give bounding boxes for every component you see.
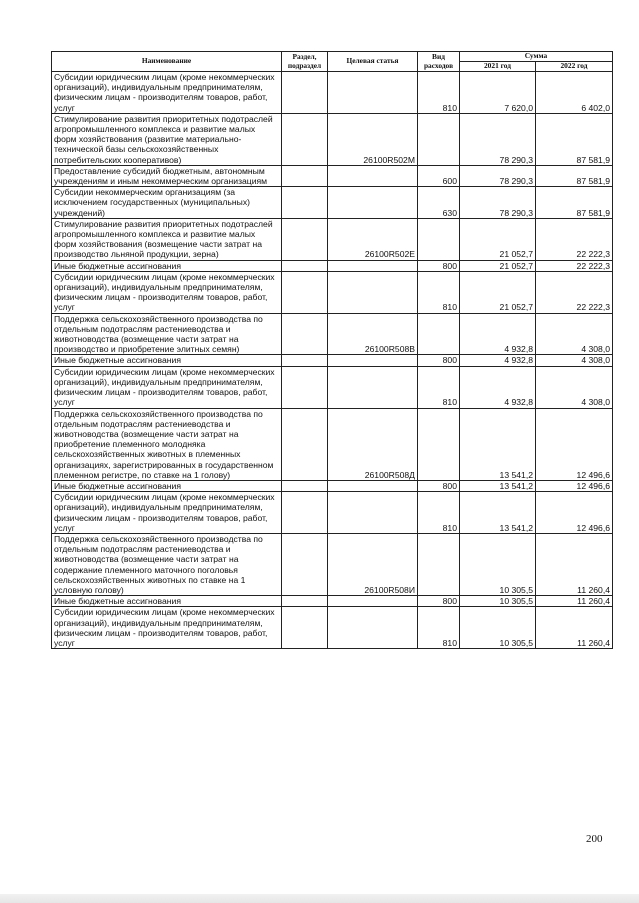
header-2021: 2021 год bbox=[460, 62, 536, 72]
table-row bbox=[52, 355, 613, 366]
header-2022: 2022 год bbox=[536, 62, 613, 72]
row-section bbox=[282, 218, 328, 260]
row-section bbox=[282, 533, 328, 595]
row-sum-2021: 10 305,5 bbox=[460, 596, 536, 607]
row-section bbox=[282, 408, 328, 480]
row-name: Стимулирование развития приоритетных подотраслей агропромышленного комплекса и развитие малых форм хозяйствования (развитие материально-технической базы сельскохозяйственных потребительских кооперативов) bbox=[52, 113, 282, 165]
row-type bbox=[418, 313, 460, 355]
row-section bbox=[282, 187, 328, 219]
row-target bbox=[328, 355, 418, 366]
row-type bbox=[418, 113, 460, 165]
row-target: 26100R502E bbox=[328, 218, 418, 260]
page-number: 200 bbox=[586, 833, 603, 845]
row-target bbox=[328, 480, 418, 491]
row-sum-2022: 22 222,3 bbox=[536, 218, 613, 260]
row-name: Субсидии юридическим лицам (кроме некоммерческих организаций), индивидуальным предпринимателям, физическим лицам - производителям товаров, работ, услуг bbox=[52, 492, 282, 534]
row-section bbox=[282, 355, 328, 366]
row-sum-2021: 4 932,8 bbox=[460, 313, 536, 355]
row-name: Иные бюджетные ассигнования bbox=[52, 480, 282, 491]
row-sum-2022: 12 496,6 bbox=[536, 480, 613, 491]
table-row bbox=[52, 271, 613, 313]
row-target bbox=[328, 271, 418, 313]
row-type: 810 bbox=[418, 72, 460, 114]
row-type bbox=[418, 533, 460, 595]
row-section bbox=[282, 165, 328, 186]
row-target bbox=[328, 492, 418, 534]
row-section bbox=[282, 113, 328, 165]
row-target bbox=[328, 187, 418, 219]
row-name: Субсидии юридическим лицам (кроме некоммерческих организаций), индивидуальным предпринимателям, физическим лицам - производителям товаров, работ, услуг bbox=[52, 271, 282, 313]
table-row bbox=[52, 313, 613, 355]
row-type bbox=[418, 218, 460, 260]
row-sum-2021: 21 052,7 bbox=[460, 271, 536, 313]
budget-table bbox=[51, 51, 613, 649]
row-type: 800 bbox=[418, 260, 460, 271]
row-name: Поддержка сельскохозяйственного производства по отдельным подотраслям растениеводства и животноводства (возмещение части затрат на приобретение племенного молодняка сельскохозяйственных животных в племенных организациях, зарегистрированных в государственном племенном регистре, по ставке на 1 голову) bbox=[52, 408, 282, 480]
table-row bbox=[52, 113, 613, 165]
row-target: 26100R508И bbox=[328, 533, 418, 595]
row-name: Субсидии некоммерческим организациям (за исключением государственных (муниципальных) учреждений) bbox=[52, 187, 282, 219]
row-type: 810 bbox=[418, 271, 460, 313]
row-section bbox=[282, 607, 328, 649]
table-row bbox=[52, 596, 613, 607]
row-sum-2021: 78 290,3 bbox=[460, 113, 536, 165]
row-sum-2021: 13 541,2 bbox=[460, 480, 536, 491]
row-type bbox=[418, 408, 460, 480]
row-sum-2022: 4 308,0 bbox=[536, 355, 613, 366]
table-row bbox=[52, 260, 613, 271]
header-section: Раздел, подраздел bbox=[282, 52, 328, 72]
row-sum-2022: 4 308,0 bbox=[536, 313, 613, 355]
row-sum-2022: 12 496,6 bbox=[536, 492, 613, 534]
row-target bbox=[328, 165, 418, 186]
header-sum: Сумма bbox=[460, 52, 613, 62]
row-sum-2021: 78 290,3 bbox=[460, 165, 536, 186]
table-row bbox=[52, 480, 613, 491]
row-type: 630 bbox=[418, 187, 460, 219]
row-type: 810 bbox=[418, 607, 460, 649]
table-row bbox=[52, 492, 613, 534]
table-row bbox=[52, 533, 613, 595]
row-sum-2021: 13 541,2 bbox=[460, 408, 536, 480]
row-name: Иные бюджетные ассигнования bbox=[52, 596, 282, 607]
row-name: Стимулирование развития приоритетных подотраслей агропромышленного комплекса и развитие малых форм хозяйствования (возмещение части затрат на производство льняной продукции, зерна) bbox=[52, 218, 282, 260]
row-target bbox=[328, 260, 418, 271]
table-row bbox=[52, 187, 613, 219]
row-name: Поддержка сельскохозяйственного производства по отдельным подотраслям растениеводства и животноводства (возмещение части затрат на производство и приобретение элитных семян) bbox=[52, 313, 282, 355]
row-sum-2022: 6 402,0 bbox=[536, 72, 613, 114]
row-sum-2021: 21 052,7 bbox=[460, 260, 536, 271]
row-sum-2021: 4 932,8 bbox=[460, 355, 536, 366]
row-section bbox=[282, 260, 328, 271]
row-target bbox=[328, 607, 418, 649]
row-name: Субсидии юридическим лицам (кроме некоммерческих организаций), индивидуальным предпринимателям, физическим лицам - производителям товаров, работ, услуг bbox=[52, 366, 282, 408]
row-section bbox=[282, 596, 328, 607]
row-name: Субсидии юридическим лицам (кроме некоммерческих организаций), индивидуальным предпринимателям, физическим лицам - производителям товаров, работ, услуг bbox=[52, 607, 282, 649]
row-sum-2022: 12 496,6 bbox=[536, 408, 613, 480]
row-target bbox=[328, 72, 418, 114]
row-target bbox=[328, 366, 418, 408]
row-sum-2022: 4 308,0 bbox=[536, 366, 613, 408]
row-section bbox=[282, 366, 328, 408]
header-name: Наименование bbox=[52, 52, 282, 72]
row-name: Предоставление субсидий бюджетным, автономным учреждениям и иным некоммерческим организациям bbox=[52, 165, 282, 186]
row-type: 800 bbox=[418, 355, 460, 366]
row-name: Поддержка сельскохозяйственного производства по отдельным подотраслям растениеводства и животноводства (возмещение части затрат на содержание племенного маточного поголовья сельскохозяйственных животных по ставке на 1 условную голову) bbox=[52, 533, 282, 595]
row-sum-2022: 22 222,3 bbox=[536, 260, 613, 271]
row-sum-2022: 87 581,9 bbox=[536, 165, 613, 186]
row-name: Иные бюджетные ассигнования bbox=[52, 260, 282, 271]
row-sum-2022: 11 260,4 bbox=[536, 596, 613, 607]
table-row bbox=[52, 366, 613, 408]
row-section bbox=[282, 480, 328, 491]
scan-edge bbox=[0, 894, 639, 903]
row-name: Субсидии юридическим лицам (кроме некоммерческих организаций), индивидуальным предпринимателям, физическим лицам - производителям товаров, работ, услуг bbox=[52, 72, 282, 114]
row-sum-2021: 21 052,7 bbox=[460, 218, 536, 260]
table-row bbox=[52, 72, 613, 114]
row-target: 26100R508Д bbox=[328, 408, 418, 480]
row-sum-2021: 10 305,5 bbox=[460, 607, 536, 649]
row-section bbox=[282, 72, 328, 114]
row-sum-2021: 78 290,3 bbox=[460, 187, 536, 219]
row-sum-2022: 87 581,9 bbox=[536, 113, 613, 165]
row-section bbox=[282, 313, 328, 355]
row-type: 800 bbox=[418, 480, 460, 491]
row-target: 26100R508B bbox=[328, 313, 418, 355]
row-target: 26100R502M bbox=[328, 113, 418, 165]
table-row bbox=[52, 607, 613, 649]
row-sum-2022: 22 222,3 bbox=[536, 271, 613, 313]
row-sum-2022: 87 581,9 bbox=[536, 187, 613, 219]
row-type: 600 bbox=[418, 165, 460, 186]
table-row bbox=[52, 408, 613, 480]
header-type: Вид расходов bbox=[418, 52, 460, 72]
row-sum-2021: 7 620,0 bbox=[460, 72, 536, 114]
row-sum-2022: 11 260,4 bbox=[536, 533, 613, 595]
row-sum-2021: 10 305,5 bbox=[460, 533, 536, 595]
row-sum-2021: 4 932,8 bbox=[460, 366, 536, 408]
row-type: 810 bbox=[418, 366, 460, 408]
row-section bbox=[282, 271, 328, 313]
row-sum-2021: 13 541,2 bbox=[460, 492, 536, 534]
table-row bbox=[52, 218, 613, 260]
row-target bbox=[328, 596, 418, 607]
table-row bbox=[52, 165, 613, 186]
row-type: 810 bbox=[418, 492, 460, 534]
row-name: Иные бюджетные ассигнования bbox=[52, 355, 282, 366]
row-sum-2022: 11 260,4 bbox=[536, 607, 613, 649]
row-type: 800 bbox=[418, 596, 460, 607]
row-section bbox=[282, 492, 328, 534]
header-target: Целевая статья bbox=[328, 52, 418, 72]
